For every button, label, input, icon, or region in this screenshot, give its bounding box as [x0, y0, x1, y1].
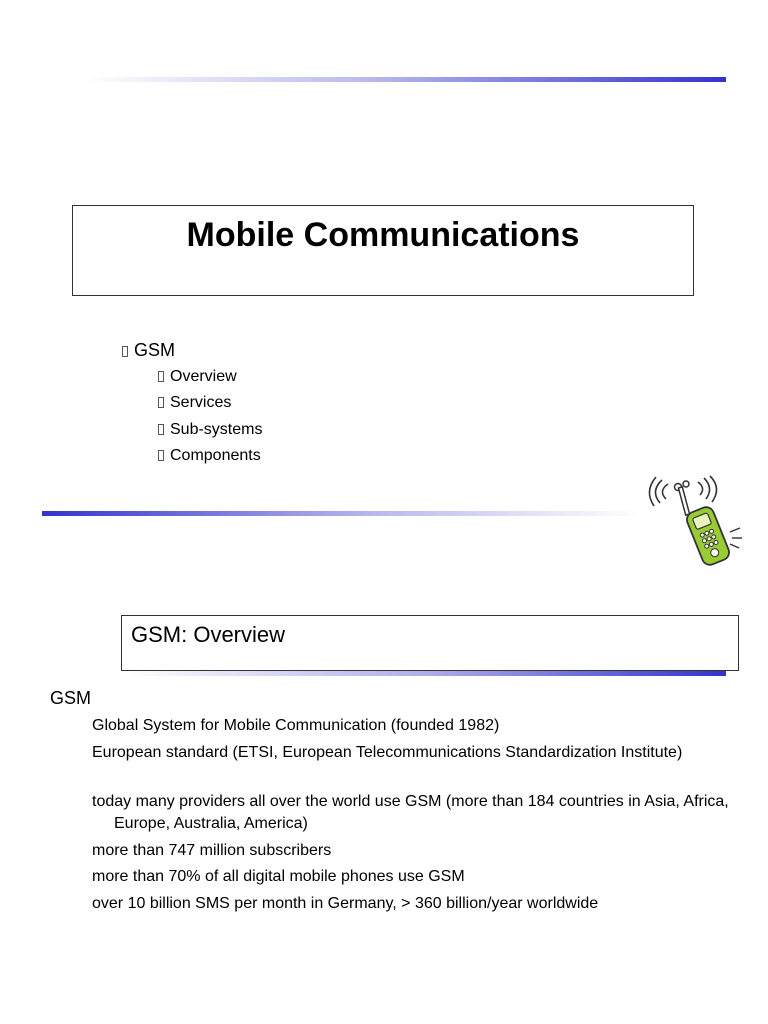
- outline-item: Services: [158, 394, 231, 412]
- section-heading: GSM: [50, 688, 92, 708]
- top-accent-bar: [85, 77, 726, 82]
- list-item: today many providers all over the world use GSM (more than 184 countries in Asia, Africa, Europe, Australia, America): [92, 793, 729, 832]
- bullet-icon: [158, 371, 164, 382]
- middle-accent-bar: [42, 511, 642, 516]
- outline-heading: GSM: [122, 340, 175, 361]
- bullet-icon: [158, 424, 164, 435]
- mobile-phone-icon: [648, 474, 746, 570]
- title-box: [72, 205, 694, 296]
- slide-title: Mobile Communications: [186, 216, 580, 254]
- outline-item: Components: [158, 447, 261, 465]
- outline-item: Sub-systems: [158, 421, 262, 439]
- section-title: GSM: Overview: [131, 622, 286, 647]
- list-item: over 10 billion SMS per month in Germany, > 360 billion/year worldwide: [92, 895, 599, 912]
- list-item: more than 747 million subscribers: [92, 842, 332, 859]
- outline-item: Overview: [158, 368, 237, 386]
- list-item: more than 70% of all digital mobile phones use GSM: [92, 868, 465, 885]
- bullet-icon: [158, 397, 164, 408]
- bullet-icon: [158, 450, 164, 461]
- section-title-box: [121, 615, 739, 671]
- list-item: Global System for Mobile Communication (founded 1982): [92, 717, 500, 734]
- bullet-icon: [122, 346, 128, 357]
- bottom-accent-bar: [125, 671, 726, 676]
- list-item: European standard (ETSI, European Telecommunications Standardization Institute): [92, 744, 683, 761]
